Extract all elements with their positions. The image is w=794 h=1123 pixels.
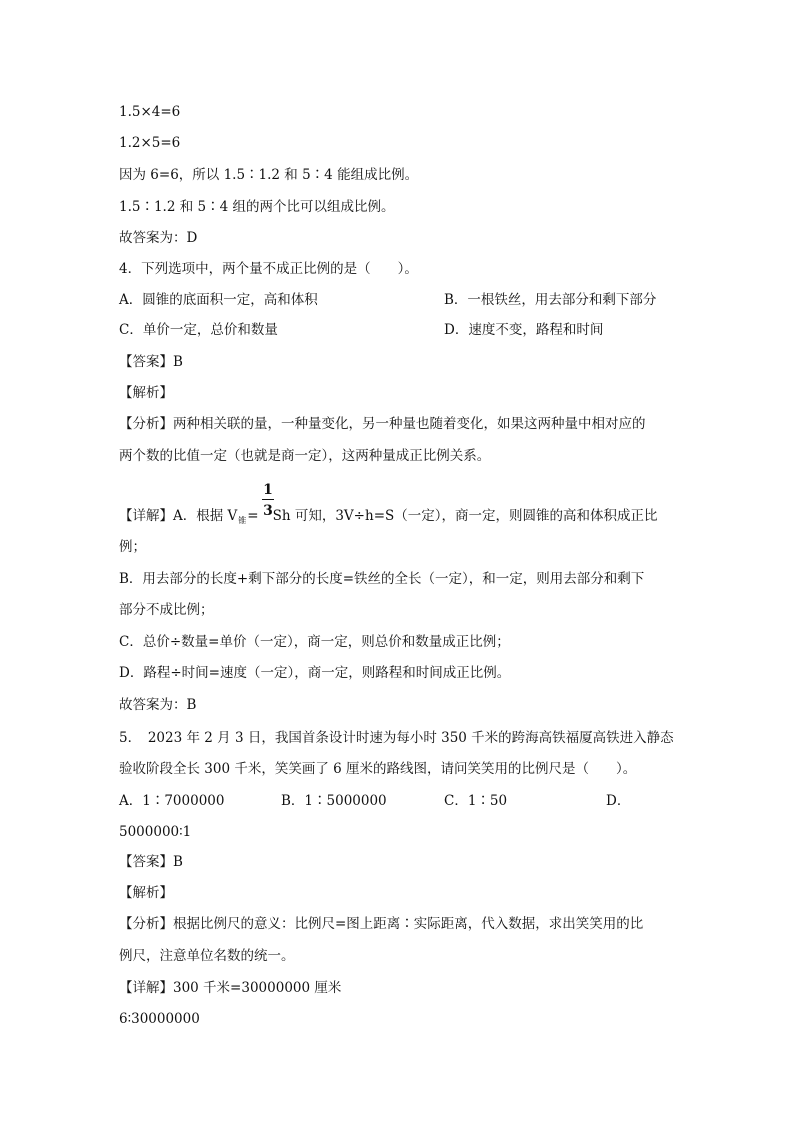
question-5-line-1: 5． 2023 年 2 月 3 日，我国首条设计时速为每小时 350 千米的跨海高铁福厦高铁进入静态	[119, 730, 674, 746]
q4-final-answer: 故答案为：B	[119, 697, 197, 713]
q5-detail-line-2: 6∶30000000	[119, 1011, 200, 1027]
volume-subscript: 锥	[238, 516, 247, 525]
question-5-line-2: 验收阶段全长 300 千米，笑笑画了 6 厘米的路线图，请问笑笑用的比例尺是（ ）。	[119, 761, 637, 777]
q5-answer: 【答案】B	[119, 854, 183, 870]
q4-detail-rest: Sh 可知，3V÷h=S（一定），商一定，则圆锥的高和体积成正比	[272, 508, 658, 524]
q5-analysis-heading: 【解析】	[119, 885, 173, 901]
equals-sign: =	[247, 508, 259, 524]
q4-detail-line-1	[119, 507, 658, 527]
q5-option-d: D．	[606, 793, 631, 809]
fraction-bar	[262, 499, 274, 500]
conclusion-line: 1.5∶1.2 和 5∶4 组的两个比可以组成比例。	[119, 199, 395, 215]
q4-analysis-line-1: 【分析】两种相关联的量，一种量变化，另一种量也随着变化，如果这两种量中相对应的	[119, 416, 646, 432]
calc-line-2: 1.2×5=6	[119, 135, 181, 151]
q4-answer: 【答案】B	[119, 354, 183, 370]
fraction-numerator: 1	[263, 482, 273, 498]
q4-option-b: B．一根铁丝，用去部分和剩下部分	[444, 292, 657, 308]
q4-analysis-line-2: 两个数的比值一定（也就是商一定），这两种量成正比例关系。	[119, 448, 491, 464]
q4-detail-line-4: 部分不成比例；	[119, 602, 214, 618]
q5-option-b: B．1∶5000000	[281, 793, 387, 809]
calc-line-1: 1.5×4=6	[119, 104, 181, 120]
q4-detail-line-5: C．总价÷数量=单价（一定），商一定，则总价和数量成正比例；	[119, 634, 510, 650]
q4-detail-line-3: B．用去部分的长度+剩下部分的长度=铁丝的全长（一定），和一定，则用去部分和剩下	[119, 571, 645, 587]
q5-analysis-line-2: 例尺，注意单位名数的统一。	[119, 948, 295, 964]
q4-detail-line-6: D．路程÷时间=速度（一定），商一定，则路程和时间成正比例。	[119, 665, 511, 681]
q4-detail-line-2: 例；	[119, 539, 146, 555]
q5-option-a: A．1∶7000000	[119, 793, 225, 809]
reason-line: 因为 6=6，所以 1.5∶1.2 和 5∶4 能组成比例。	[119, 167, 419, 183]
q5-detail-line-1: 【详解】300 千米=30000000 厘米	[119, 980, 342, 996]
question-4: 4．下列选项中，两个量不成正比例的是（ ）。	[119, 261, 418, 277]
q4-option-d: D．速度不变，路程和时间	[444, 322, 604, 338]
fraction-denominator: 3	[263, 503, 273, 519]
answer-line-3: 故答案为：D	[119, 230, 198, 246]
q4-detail-prefix: 【详解】A．根据 V	[119, 508, 238, 524]
q5-analysis-line-1: 【分析】根据比例尺的意义：比例尺=图上距离∶实际距离，代入数据，求出笑笑用的比	[119, 916, 644, 932]
q4-analysis-heading: 【解析】	[119, 385, 173, 401]
q5-option-c: C．1∶50	[444, 793, 508, 809]
q4-option-a: A．圆锥的底面积一定，高和体积	[119, 292, 318, 308]
q5-option-d-value: 5000000∶1	[119, 824, 192, 840]
q4-option-c: C．单价一定，总价和数量	[119, 322, 278, 338]
